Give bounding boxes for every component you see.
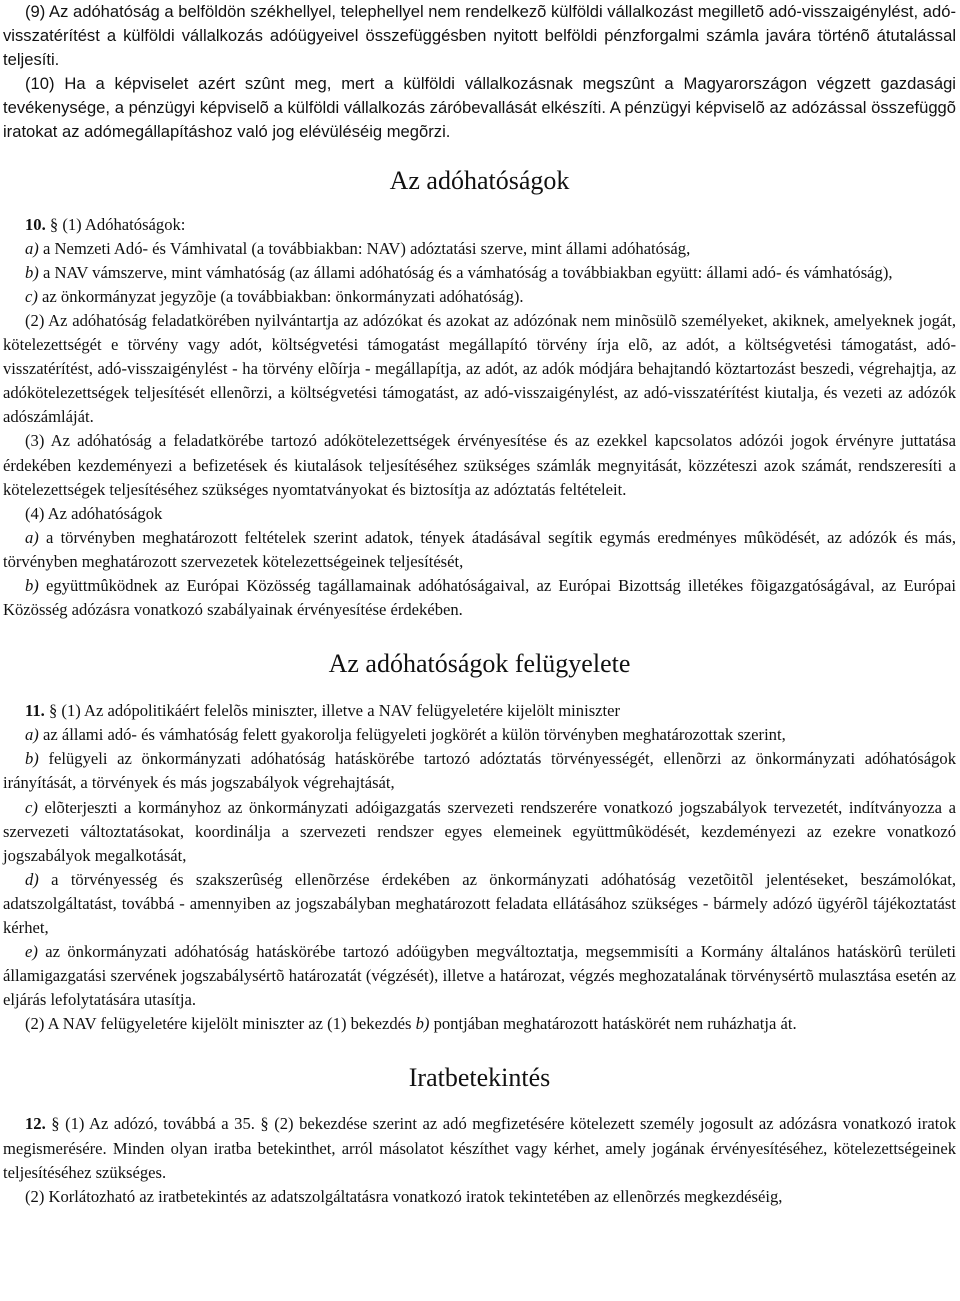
point-text: az önkormányzati adóhatóság hatáskörébe tartozó adóügyben megváltoztatja, megsemmisíti a Kormány általános hatáskörû területi államigazgatási szervének jogszabálysértõ határozatát (végzését), illetve a határozat, végzés meghozatalának törvénysértõ mulasztása esetén az eljárás lefolytatására utasítja. (3, 942, 956, 1010)
point-label: d) (25, 869, 39, 889)
point-label: a) (25, 725, 39, 745)
point-text: a Nemzeti Adó- és Vámhivatal (a továbbiakban: NAV) adóztatási szerve, mint állami adóhatóság, (38, 238, 691, 258)
point-text: felügyeli az önkormányzati adóhatóság hatáskörébe tartozó adóztatás törvényességét, ellenõrzi az önkormányzati adóhatóságok irányítását, a törvények és más jogszabályok végrehajtását, (3, 749, 956, 793)
section-10-paragraph-4-point-b (3, 574, 956, 622)
paragraph-10-text: (10) Ha a képviselet azért szûnt meg, mert a külföldi vállalkozásnak megszûnt a Magyarországon végzett gazdasági tevékenysége, a pénzügyi képviselõ a külföldi vállalkozás záróbevallását elkészíti. A pénzügyi képviselõ az adózással összefüggõ iratokat az adómegállapításhoz való jog elévüléséig megõrzi. (3, 74, 956, 142)
point-label: a) (25, 527, 39, 547)
point-label: c) (25, 286, 38, 306)
point-label: e) (25, 942, 38, 962)
section-number: 12. (25, 1114, 46, 1134)
point-label: b) (25, 749, 39, 769)
section-10-intro (3, 213, 956, 237)
paragraph-text: (1) Az adózó, továbbá a 35. § (2) bekezdése szerint az adó megfizetésére kötelezett személy jogosult az adózásra vonatkozó iratok megismerésére. Minden olyan iratba betekinthet, arról másolatot készíthet vagy kérhet, amely jogának érvényesítéséhez, kötelezettségeinek teljesítéséhez szükséges. (3, 1114, 956, 1182)
section-number: 10. (25, 214, 46, 234)
paragraph-9-text: (9) Az adóhatóság a belföldön székhellyel, telephellyel nem rendelkezõ külföldi vállalkozást megilletõ adó-visszaigénylést, adó-visszatérítést a külföldi vállalkozás adóügyeivel összefüggésben nyitott belföldi pénzforgalmi számla javára történõ átutalással teljesíti. (3, 2, 956, 70)
section-11-point-d (3, 868, 956, 940)
section-10-paragraph-4-point-a (3, 526, 956, 574)
point-text: együttmûködnek az Európai Közösség tagállamainak adóhatóságaival, az Európai Bizottság illetékes fõigazgatóságával, az Európai Közösség adózásra vonatkozó szabályainak érvényesítése érdekében. (3, 575, 956, 620)
section-heading-felugyelet: Az adóhatóságok felügyelete (328, 649, 631, 679)
paragraph-10 (3, 72, 956, 144)
section-10-paragraph-2 (3, 309, 956, 429)
paragraph-text: (2) Korlátozható az iratbetekintés az adatszolgáltatásra vonatkozó iratok tekintetében az ellenõrzés megkezdéséig, (25, 1186, 783, 1206)
section-heading-iratbetekintes: Iratbetekintés (408, 1063, 551, 1093)
paragraph-text: pontjában meghatározott hatáskörét nem ruházhatja át. (429, 1014, 797, 1034)
section-12-paragraph-2 (3, 1185, 956, 1209)
paragraph-text: (3) Az adóhatóság a feladatkörébe tartozó adókötelezettségek érvényesítése és az ezekkel kapcsolatos adózói jogok érvényre juttatása érdekében kezdeményezi a befizetések és kiutalások teljesítéséhez szükséges számlák megnyitását, közzéteszi azok számát, rendszeresíti a kötelezettségek teljesítéséhez szükséges nyomtatványokat és biztosítja az adóztatás feltételeit. (3, 431, 956, 499)
point-text: elõterjeszti a kormányhoz az önkormányzati adóigazgatás szervezeti rendszerére vonatkozó jogszabályok tervezetét, indítványozza a szervezeti változtatásokat, koordinálja a szervezeti rendszer egyes elemeinek együttmûködését, kezdeményezi az ezekre vonatkozó jogszabályok megalkotását, (3, 797, 956, 865)
section-10-paragraph-3 (3, 429, 956, 501)
section-heading-adohatosagok: Az adóhatóságok (389, 165, 570, 195)
point-label: c) (25, 797, 38, 817)
section-11-intro (3, 699, 956, 723)
section-11-point-e (3, 940, 956, 1012)
section-11-point-b (3, 747, 956, 795)
section-10-intro-text: (1) Adóhatóságok: (58, 214, 186, 234)
point-text: a törvényben meghatározott feltételek szerint adatok, tények átadásával segítik egymás eredményes mûködését, az adózók és más, törvényben meghatározott szervezetek kötelezettségeinek teljesítését, (3, 527, 956, 571)
section-11-point-c (3, 796, 956, 868)
point-label: b) (25, 262, 39, 282)
section-10-paragraph-4 (3, 502, 956, 526)
section-10-point-c (3, 285, 956, 309)
paragraph-text: (4) Az adóhatóságok (25, 503, 163, 523)
point-label: b) (25, 575, 39, 595)
section-sign: § (49, 214, 59, 234)
section-10-point-a (3, 237, 956, 261)
section-11-point-a (3, 723, 956, 747)
point-label: b) (415, 1014, 430, 1034)
section-11-paragraph-2 (3, 1012, 956, 1036)
section-sign: § (48, 701, 58, 721)
point-label: a) (25, 238, 39, 258)
point-text: az önkormányzat jegyzõje (a továbbiakban: önkormányzati adóhatóság). (37, 286, 524, 306)
section-number: 11. (25, 701, 45, 721)
section-11-intro-text: (1) Az adópolitikáért felelõs miniszter, illetve a NAV felügyeletére kijelölt miniszter (57, 701, 621, 721)
point-text: a törvényesség és szakszerûség ellenõrzése érdekében az önkormányzati adóhatóság vezetõitõl jelentéseket, beszámolókat, adatszolgáltatást, továbbá - amennyiben az jogszabályban meghatározott feladata ellátásához szükséges - bármely adózó ügyérõl tájékoztatást kérhet, (3, 869, 956, 937)
paragraph-text: (2) Az adóhatóság feladatkörében nyilvántartja az adózókat és azokat az adózónak nem minõsülõ személyeket, akiknek, amelyeknek jogát, kötelezettségét e törvény vagy adót, költségvetési támogatást megállapító törvény írja elõ, az adót, a költségvetési támogatást, adó-visszatérítést, adó-visszaigénylést - ha törvény elõírja - megállapítja, az adót, az adók módjára behajtandó köztartozást beszedi, végrehajtja, az adókötelezettségek teljesítését ellenõrzi, a költségvetési támogatást, az adó-visszaigénylést, az adó-visszatérítést kiutalja, és vezeti az adózók adószámláját. (3, 310, 956, 427)
paragraph-text: (2) A NAV felügyeletére kijelölt miniszter az (1) bekezdés (25, 1014, 416, 1034)
point-text: az állami adó- és vámhatóság felett gyakorolja felügyeleti jogkörét a külön törvényben meghatározottak szerint, (38, 725, 786, 745)
paragraph-9 (3, 0, 956, 72)
section-10-point-b (3, 261, 956, 285)
section-12-paragraph-1 (3, 1112, 956, 1184)
point-text: a NAV vámszerve, mint vámhatóság (az állami adóhatóság és a vámhatóság a továbbiakban együtt: állami adó- és vámhatóság), (38, 262, 893, 282)
section-sign: § (51, 1114, 60, 1134)
